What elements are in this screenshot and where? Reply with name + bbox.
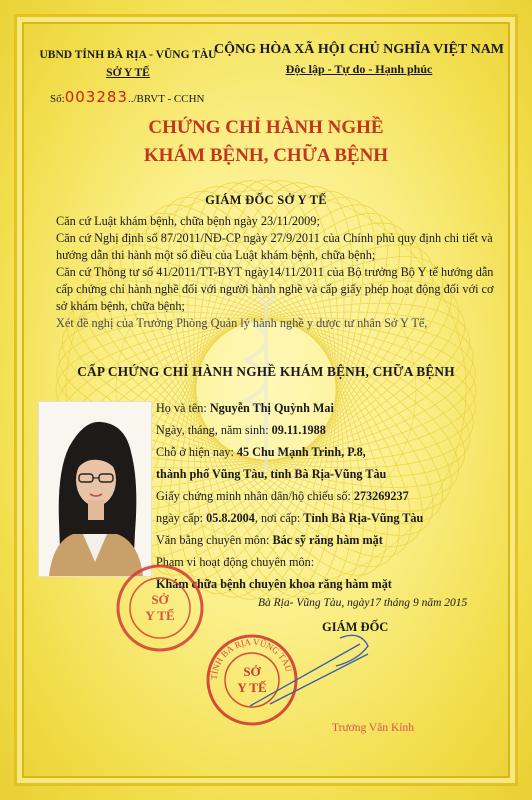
issue-date-label: ngày cấp:: [156, 511, 204, 525]
date-year: 2015: [444, 597, 468, 609]
holder-name-row: [156, 401, 334, 416]
year-label: năm: [421, 597, 442, 609]
stamp-center-line1: SỞ: [151, 592, 169, 607]
holder-degree: Bác sỹ răng hàm mặt: [272, 533, 383, 547]
republic-name: CỘNG HÒA XÃ HỘI CHỦ NGHĨA VIỆT NAM: [214, 42, 505, 57]
legal-basis: [56, 213, 496, 332]
month-label: tháng: [383, 597, 411, 609]
serial-value: 003283: [64, 88, 128, 106]
portrait-image: [39, 402, 151, 576]
holder-address-line2: thành phố Vũng Tàu, tỉnh Bà Rịa-Vũng Tàu: [156, 467, 387, 481]
national-heading: [214, 40, 504, 78]
holder-photo: [38, 401, 152, 577]
legal-basis-item: Căn cứ Thông tư số 41/2011/TT-BYT ngày14/11/2011 của Bộ trưởng Bộ Y tế hướng dẫn cấp chứng chỉ hành nghề đối với người hành nghề và cấp giấy phép hoạt động đối với cơ sở khám bệnh, chữa bệnh;: [56, 265, 494, 313]
serial-suffix: ../BRVT - CCHN: [127, 93, 205, 105]
date-month: 9: [412, 597, 419, 609]
legal-basis-item: Căn cứ Luật khám bệnh, chữa bệnh ngày 23/11/2009;: [56, 214, 320, 228]
stamp2-center-line2: Y TẾ: [237, 680, 267, 695]
address-label: Chỗ ở hiện nay:: [156, 445, 234, 459]
issue-place-label: , nơi cấp:: [254, 511, 301, 525]
holder-degree-row: [156, 533, 383, 548]
id-label: Giấy chứng minh nhân dân/hộ chiếu số:: [156, 489, 351, 503]
legal-basis-item: Căn cứ Nghị định số 87/2011/NĐ-CP ngày 27/9/2011 của Chính phủ quy định chi tiết và hướng dẫn thi hành một số điều của Luật khám bệnh, chữa bệnh;: [56, 231, 493, 262]
department-name: SỞ Y TẾ: [106, 67, 150, 79]
holder-id-issue-row: [156, 511, 423, 526]
holder-address-line1: 45 Chu Mạnh Trinh, P.8,: [236, 445, 366, 459]
national-motto: Độc lập - Tự do - Hạnh phúc: [285, 62, 433, 76]
date-day: 17: [369, 597, 381, 609]
degree-label: Văn bằng chuyên môn:: [156, 533, 270, 547]
holder-scope: Khám chữa bệnh chuyên khoa răng hàm mặt: [156, 577, 392, 591]
legal-basis-item: Xét đề nghị của Trưởng Phòng Quản lý hành nghề y dược tư nhân Sở Y Tế,: [56, 316, 428, 330]
holder-id-number: 273269237: [353, 489, 409, 503]
signature-mark: [240, 626, 380, 716]
certificate-title-line1: CHỨNG CHỈ HÀNH NGHỀ: [148, 117, 384, 138]
holder-issue-date: 05.8.2004: [206, 511, 255, 525]
name-label: Họ và tên:: [156, 401, 207, 415]
official-stamp-1: [112, 560, 208, 656]
scope-label: Phạm vi hoạt động chuyên môn:: [156, 555, 315, 569]
issuing-authority: [38, 46, 218, 82]
holder-address-row: [156, 445, 366, 460]
holder-id-row: [156, 489, 409, 504]
certificate-title-line2: KHÁM BỆNH, CHỮA BỆNH: [143, 145, 389, 166]
holder-issue-place: Tỉnh Bà Rịa-Vũng Tàu: [303, 511, 424, 525]
holder-dob: 09.11.1988: [271, 423, 326, 437]
place-and-date: [258, 597, 467, 609]
signatory-title: GIÁM ĐỐC: [322, 620, 389, 634]
holder-name: Nguyễn Thị Quỳnh Mai: [209, 401, 334, 415]
stamp-center-line2: Y TẾ: [145, 608, 175, 623]
place-text: Bà Rịa- Vũng Tàu, ngày: [258, 597, 370, 609]
holder-dob-row: [156, 423, 326, 438]
dob-label: Ngày, tháng, năm sinh:: [156, 423, 269, 437]
serial-number: [50, 88, 205, 106]
serial-prefix: Số:: [50, 93, 65, 105]
issuer-heading: GIÁM ĐỐC SỞ Y TẾ: [205, 193, 327, 207]
holder-address-row2: [156, 467, 386, 482]
signatory-name: Trương Văn Kính: [332, 722, 414, 734]
authority-name: UBND TỈNH BÀ RỊA - VŨNG TÀU: [39, 49, 217, 61]
stamp-ring-text: TỈNH BÀ RỊA VŨNG TÀU: [208, 636, 294, 681]
stamp2-center-line1: SỞ: [243, 664, 261, 679]
grant-heading: CẤP CHỨNG CHỈ HÀNH NGHỀ KHÁM BỆNH, CHỮA BỆNH: [77, 364, 455, 379]
